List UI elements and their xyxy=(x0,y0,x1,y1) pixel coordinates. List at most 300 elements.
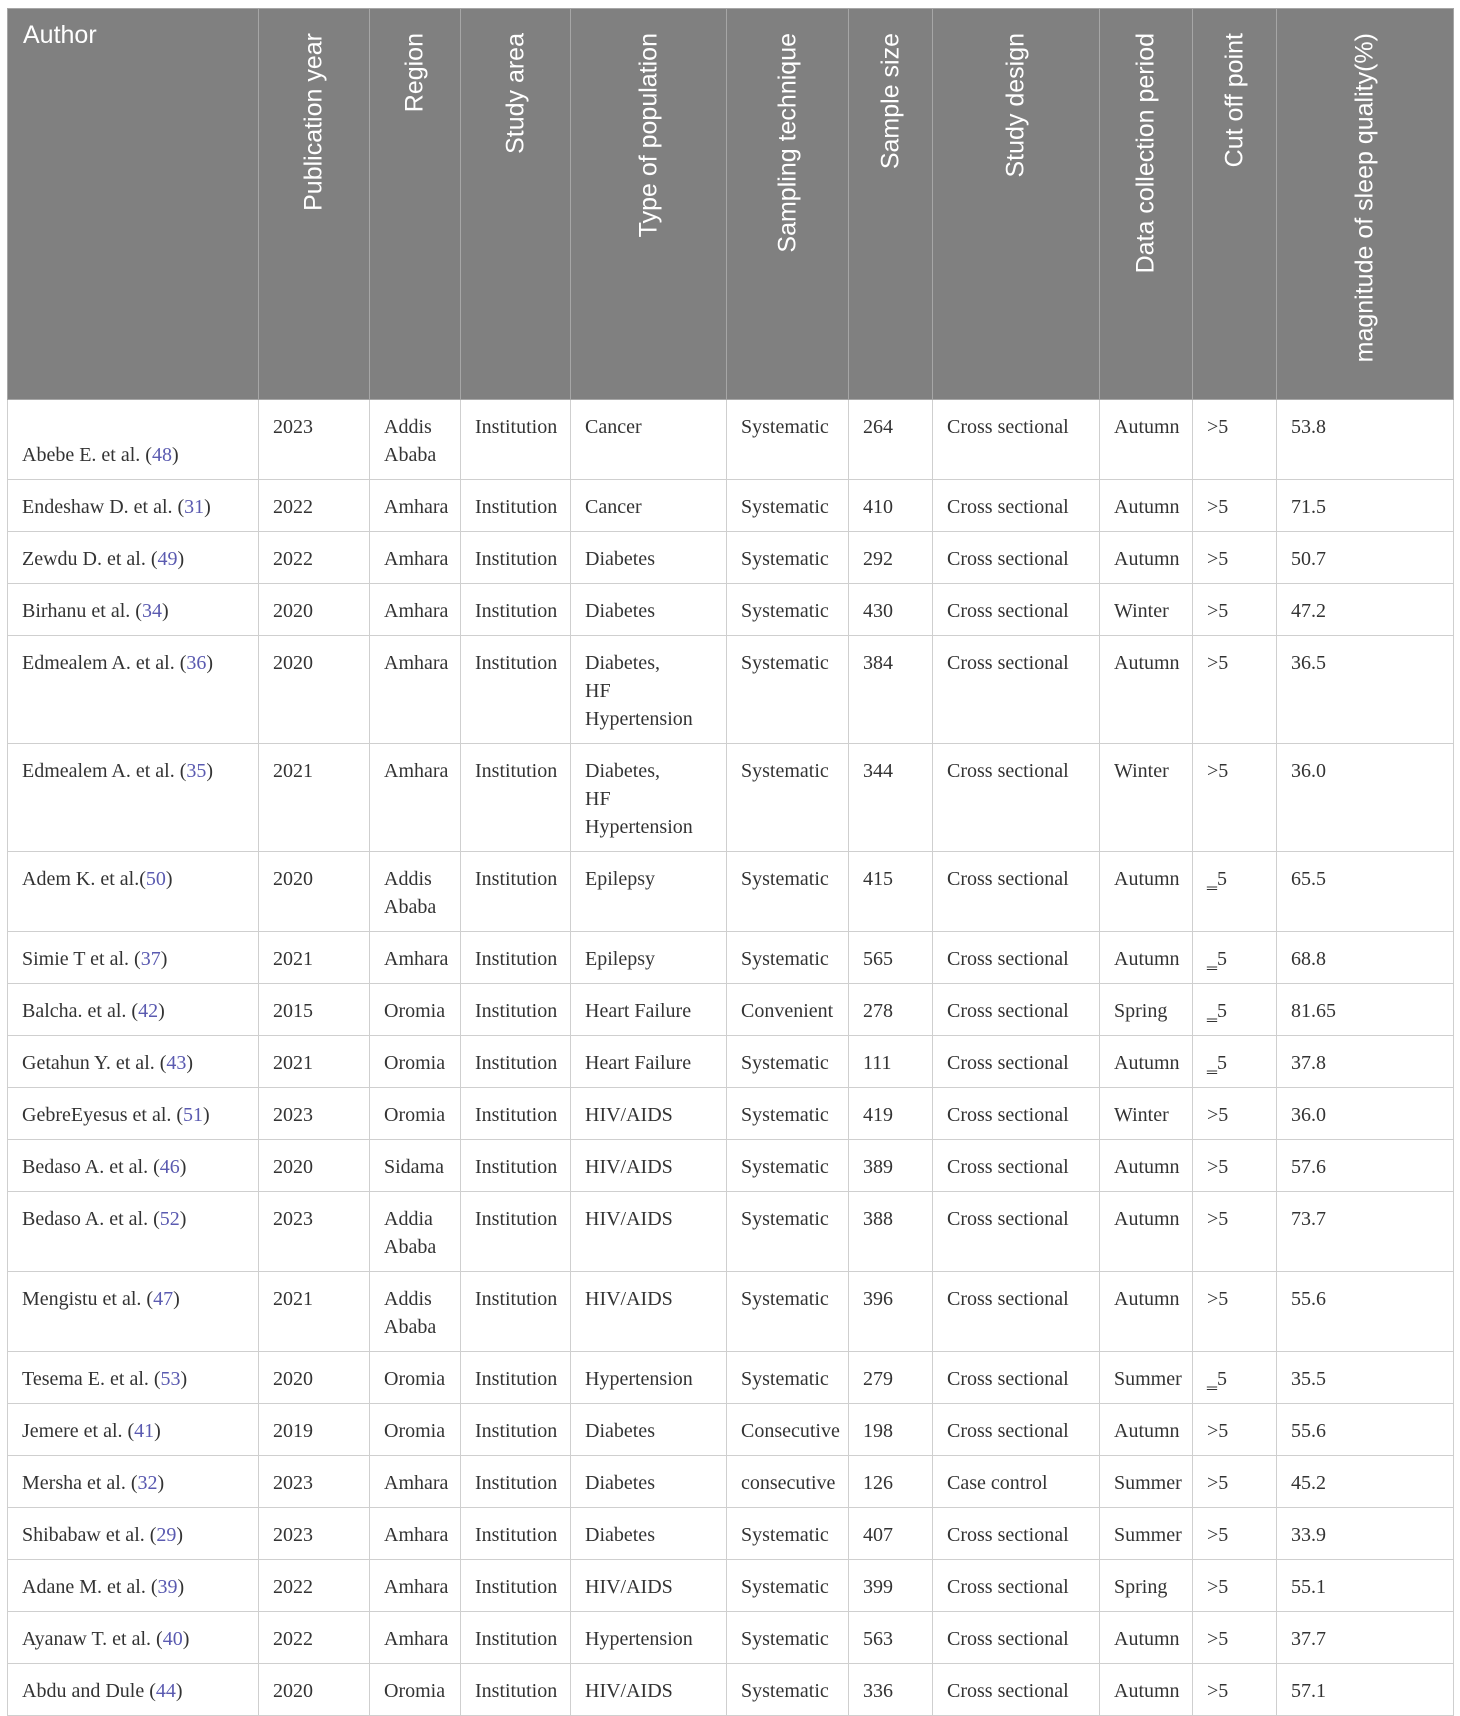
author-name: Jemere et al. ( xyxy=(22,1420,135,1442)
design-cell: Cross sectional xyxy=(933,1508,1100,1560)
cutoff-cell: >5 xyxy=(1193,480,1277,532)
year-cell: 2023 xyxy=(259,1456,370,1508)
author-close: ) xyxy=(173,1288,180,1310)
author-name: Mengistu et al. ( xyxy=(22,1288,154,1310)
population-cell: Diabetes xyxy=(571,1456,727,1508)
cutoff-cell: ‗5 xyxy=(1193,852,1277,932)
design-cell: Cross sectional xyxy=(933,480,1100,532)
year-cell: 2023 xyxy=(259,1088,370,1140)
sampling-cell: Systematic xyxy=(727,852,849,932)
column-header-label: Type of population xyxy=(634,33,662,238)
table-row xyxy=(8,1272,1454,1352)
magnitude-cell: 37.7 xyxy=(1277,1612,1454,1664)
design-cell: Case control xyxy=(933,1456,1100,1508)
sampling-cell: consecutive xyxy=(727,1456,849,1508)
area-cell: Institution xyxy=(461,1192,571,1272)
size-cell: 563 xyxy=(849,1612,933,1664)
area-cell: Institution xyxy=(461,1456,571,1508)
size-cell: 264 xyxy=(849,400,933,480)
size-cell: 344 xyxy=(849,744,933,852)
sampling-cell: Systematic xyxy=(727,480,849,532)
size-cell: 430 xyxy=(849,584,933,636)
region-cell: Amhara xyxy=(370,744,461,852)
sampling-cell: Convenient xyxy=(727,984,849,1036)
magnitude-cell: 45.2 xyxy=(1277,1456,1454,1508)
author-name: Balcha. et al. ( xyxy=(22,1000,139,1022)
area-cell: Institution xyxy=(461,1140,571,1192)
table-row xyxy=(8,932,1454,984)
author-close: ) xyxy=(154,1420,161,1442)
author-close: ) xyxy=(203,1104,210,1126)
author-close: ) xyxy=(165,868,173,890)
author-name: Shibabaw et al. ( xyxy=(22,1524,157,1546)
size-cell: 419 xyxy=(849,1088,933,1140)
population-cell: Diabetes, HF Hypertension xyxy=(571,636,727,744)
sampling-cell: Systematic xyxy=(727,400,849,480)
reference-link[interactable]: 35 xyxy=(186,760,207,782)
size-cell: 384 xyxy=(849,636,933,744)
cutoff-cell: ‗5 xyxy=(1193,1036,1277,1088)
sampling-cell: Systematic xyxy=(727,532,849,584)
author-close: ) xyxy=(171,444,179,466)
design-cell: Cross sectional xyxy=(933,1036,1100,1088)
author-name: Abebe E. et al. ( xyxy=(22,444,152,466)
region-cell: Amhara xyxy=(370,1456,461,1508)
author-cell xyxy=(8,852,259,932)
size-cell: 396 xyxy=(849,1272,933,1352)
population-cell: Cancer xyxy=(571,480,727,532)
author-cell xyxy=(8,584,259,636)
cutoff-cell: >5 xyxy=(1193,1272,1277,1352)
cutoff-cell: ‗5 xyxy=(1193,932,1277,984)
author-name: Bedaso A. et al. ( xyxy=(22,1156,160,1178)
year-cell: 2020 xyxy=(259,1140,370,1192)
reference-link[interactable]: 51 xyxy=(183,1104,204,1126)
region-cell: Amhara xyxy=(370,636,461,744)
size-cell: 279 xyxy=(849,1352,933,1404)
period-cell: Summer xyxy=(1100,1456,1193,1508)
column-header-10 xyxy=(1277,9,1454,400)
table-row xyxy=(8,984,1454,1036)
cutoff-cell: >5 xyxy=(1193,1404,1277,1456)
author-name: Getahun Y. et al. ( xyxy=(22,1052,167,1074)
column-header-label: Study area xyxy=(501,33,529,154)
year-cell: 2021 xyxy=(259,932,370,984)
author-close: ) xyxy=(179,1156,187,1178)
region-cell: Addia Ababa xyxy=(370,1192,461,1272)
magnitude-cell: 65.5 xyxy=(1277,852,1454,932)
magnitude-cell: 36.0 xyxy=(1277,744,1454,852)
region-cell: Oromia xyxy=(370,1088,461,1140)
author-cell xyxy=(8,984,259,1036)
sampling-cell: Systematic xyxy=(727,1088,849,1140)
year-cell: 2021 xyxy=(259,744,370,852)
size-cell: 407 xyxy=(849,1508,933,1560)
reference-link[interactable]: 29 xyxy=(156,1524,177,1546)
period-cell: Autumn xyxy=(1100,400,1193,480)
column-header-label: Sample size xyxy=(876,33,904,170)
size-cell: 111 xyxy=(849,1036,933,1088)
population-cell: Hypertension xyxy=(571,1612,727,1664)
author-cell xyxy=(8,480,259,532)
period-cell: Autumn xyxy=(1100,636,1193,744)
reference-link[interactable]: 43 xyxy=(166,1052,187,1074)
author-cell xyxy=(8,1404,259,1456)
magnitude-cell: 71.5 xyxy=(1277,480,1454,532)
design-cell: Cross sectional xyxy=(933,636,1100,744)
cutoff-cell: >5 xyxy=(1193,1612,1277,1664)
area-cell: Institution xyxy=(461,1612,571,1664)
magnitude-cell: 57.1 xyxy=(1277,1664,1454,1716)
reference-link[interactable]: 40 xyxy=(162,1628,183,1650)
cutoff-cell: >5 xyxy=(1193,400,1277,480)
area-cell: Institution xyxy=(461,1404,571,1456)
author-close: ) xyxy=(182,1628,190,1650)
author-name: Endeshaw D. et al. ( xyxy=(22,496,185,518)
region-cell: Amhara xyxy=(370,1612,461,1664)
region-cell: Addis Ababa xyxy=(370,852,461,932)
author-close: ) xyxy=(161,600,169,622)
year-cell: 2022 xyxy=(259,532,370,584)
sampling-cell: Systematic xyxy=(727,636,849,744)
magnitude-cell: 55.6 xyxy=(1277,1272,1454,1352)
column-header-7 xyxy=(933,9,1100,400)
year-cell: 2022 xyxy=(259,1612,370,1664)
design-cell: Cross sectional xyxy=(933,744,1100,852)
design-cell: Cross sectional xyxy=(933,532,1100,584)
table-row xyxy=(8,744,1454,852)
reference-link[interactable]: 44 xyxy=(155,1680,176,1702)
magnitude-cell: 53.8 xyxy=(1277,400,1454,480)
column-header-label: Author xyxy=(23,21,97,49)
area-cell: Institution xyxy=(461,984,571,1036)
population-cell: Diabetes xyxy=(571,584,727,636)
author-name: Edmealem A. et al. ( xyxy=(22,760,187,782)
period-cell: Winter xyxy=(1100,1088,1193,1140)
sampling-cell: Systematic xyxy=(727,1664,849,1716)
table-row xyxy=(8,852,1454,932)
region-cell: Oromia xyxy=(370,1664,461,1716)
region-cell: Amhara xyxy=(370,532,461,584)
author-close: ) xyxy=(204,496,211,518)
region-cell: Oromia xyxy=(370,1036,461,1088)
period-cell: Winter xyxy=(1100,744,1193,852)
area-cell: Institution xyxy=(461,852,571,932)
reference-link[interactable]: 36 xyxy=(186,652,207,674)
period-cell: Winter xyxy=(1100,584,1193,636)
design-cell: Cross sectional xyxy=(933,1560,1100,1612)
population-cell: Heart Failure xyxy=(571,984,727,1036)
cutoff-cell: >5 xyxy=(1193,1456,1277,1508)
population-cell: Epilepsy xyxy=(571,932,727,984)
period-cell: Autumn xyxy=(1100,852,1193,932)
year-cell: 2023 xyxy=(259,1508,370,1560)
table-row xyxy=(8,1456,1454,1508)
author-cell xyxy=(8,1140,259,1192)
column-header-1 xyxy=(259,9,370,400)
cutoff-cell: >5 xyxy=(1193,1508,1277,1560)
column-header-4 xyxy=(571,9,727,400)
table-row xyxy=(8,636,1454,744)
author-name: Simie T et al. ( xyxy=(22,948,141,970)
period-cell: Autumn xyxy=(1100,480,1193,532)
sampling-cell: Systematic xyxy=(727,1560,849,1612)
region-cell: Amhara xyxy=(370,1508,461,1560)
population-cell: HIV/AIDS xyxy=(571,1664,727,1716)
design-cell: Cross sectional xyxy=(933,1272,1100,1352)
size-cell: 565 xyxy=(849,932,933,984)
magnitude-cell: 47.2 xyxy=(1277,584,1454,636)
year-cell: 2020 xyxy=(259,1352,370,1404)
population-cell: HIV/AIDS xyxy=(571,1560,727,1612)
author-close: ) xyxy=(175,1680,183,1702)
sampling-cell: Systematic xyxy=(727,1036,849,1088)
year-cell: 2021 xyxy=(259,1272,370,1352)
population-cell: Diabetes xyxy=(571,532,727,584)
column-header-0 xyxy=(8,9,259,400)
author-cell xyxy=(8,1352,259,1404)
column-header-label: Data collection period xyxy=(1131,33,1160,274)
author-close: ) xyxy=(160,948,168,970)
design-cell: Cross sectional xyxy=(933,1664,1100,1716)
sampling-cell: Consecutive xyxy=(727,1404,849,1456)
area-cell: Institution xyxy=(461,1560,571,1612)
region-cell: Amhara xyxy=(370,584,461,636)
reference-link[interactable]: 34 xyxy=(141,600,162,622)
population-cell: HIV/AIDS xyxy=(571,1140,727,1192)
magnitude-cell: 57.6 xyxy=(1277,1140,1454,1192)
year-cell: 2020 xyxy=(259,852,370,932)
column-header-5 xyxy=(727,9,849,400)
year-cell: 2022 xyxy=(259,1560,370,1612)
reference-link[interactable]: 46 xyxy=(159,1156,180,1178)
column-header-label: Publication year xyxy=(299,33,328,211)
cutoff-cell: >5 xyxy=(1193,744,1277,852)
column-header-label: magnitude of sleep quality(%) xyxy=(1350,33,1379,363)
reference-link[interactable]: 47 xyxy=(153,1288,174,1310)
design-cell: Cross sectional xyxy=(933,1140,1100,1192)
size-cell: 388 xyxy=(849,1192,933,1272)
author-cell xyxy=(8,1192,259,1272)
period-cell: Summer xyxy=(1100,1508,1193,1560)
population-cell: HIV/AIDS xyxy=(571,1088,727,1140)
year-cell: 2019 xyxy=(259,1404,370,1456)
author-name: Abdu and Dule ( xyxy=(22,1680,156,1702)
table-row xyxy=(8,1192,1454,1272)
area-cell: Institution xyxy=(461,1664,571,1716)
size-cell: 389 xyxy=(849,1140,933,1192)
reference-link[interactable]: 31 xyxy=(184,496,205,518)
cutoff-cell: ‗5 xyxy=(1193,1352,1277,1404)
author-close: ) xyxy=(180,1368,188,1390)
period-cell: Spring xyxy=(1100,984,1193,1036)
author-close: ) xyxy=(179,1208,187,1230)
magnitude-cell: 37.8 xyxy=(1277,1036,1454,1088)
year-cell: 2020 xyxy=(259,636,370,744)
table-row xyxy=(8,1612,1454,1664)
design-cell: Cross sectional xyxy=(933,400,1100,480)
region-cell: Amhara xyxy=(370,932,461,984)
reference-link[interactable]: 41 xyxy=(134,1420,155,1442)
size-cell: 415 xyxy=(849,852,933,932)
author-cell xyxy=(8,532,259,584)
column-header-9 xyxy=(1193,9,1277,400)
table-row xyxy=(8,1404,1454,1456)
author-close: ) xyxy=(186,1052,194,1074)
reference-link[interactable]: 32 xyxy=(137,1472,158,1494)
column-header-3 xyxy=(461,9,571,400)
author-cell xyxy=(8,636,259,744)
region-cell: Addis Ababa xyxy=(370,1272,461,1352)
design-cell: Cross sectional xyxy=(933,1192,1100,1272)
author-name: GebreEyesus et al. ( xyxy=(22,1104,184,1126)
magnitude-cell: 55.1 xyxy=(1277,1560,1454,1612)
design-cell: Cross sectional xyxy=(933,1612,1100,1664)
magnitude-cell: 36.5 xyxy=(1277,636,1454,744)
sampling-cell: Systematic xyxy=(727,1140,849,1192)
period-cell: Autumn xyxy=(1100,532,1193,584)
period-cell: Autumn xyxy=(1100,1612,1193,1664)
magnitude-cell: 33.9 xyxy=(1277,1508,1454,1560)
column-header-6 xyxy=(849,9,933,400)
studies-table xyxy=(7,8,1454,1716)
author-name: Ayanaw T. et al. ( xyxy=(22,1628,163,1650)
author-close: ) xyxy=(176,1524,184,1546)
author-cell xyxy=(8,1664,259,1716)
design-cell: Cross sectional xyxy=(933,1404,1100,1456)
column-header-label: Cut off point xyxy=(1220,33,1248,168)
cutoff-cell: ‗5 xyxy=(1193,984,1277,1036)
design-cell: Cross sectional xyxy=(933,1088,1100,1140)
size-cell: 399 xyxy=(849,1560,933,1612)
region-cell: Oromia xyxy=(370,1404,461,1456)
author-name: Edmealem A. et al. ( xyxy=(22,652,187,674)
area-cell: Institution xyxy=(461,480,571,532)
sampling-cell: Systematic xyxy=(727,744,849,852)
header-row xyxy=(8,9,1454,400)
area-cell: Institution xyxy=(461,932,571,984)
author-cell xyxy=(8,1612,259,1664)
region-cell: Oromia xyxy=(370,984,461,1036)
population-cell: Diabetes xyxy=(571,1508,727,1560)
cutoff-cell: >5 xyxy=(1193,1088,1277,1140)
column-header-label: Study design xyxy=(1001,33,1030,178)
area-cell: Institution xyxy=(461,532,571,584)
sampling-cell: Systematic xyxy=(727,1352,849,1404)
size-cell: 292 xyxy=(849,532,933,584)
size-cell: 410 xyxy=(849,480,933,532)
magnitude-cell: 50.7 xyxy=(1277,532,1454,584)
period-cell: Autumn xyxy=(1100,1404,1193,1456)
reference-link[interactable]: 39 xyxy=(157,1576,178,1598)
reference-link[interactable]: 48 xyxy=(151,444,172,466)
area-cell: Institution xyxy=(461,1272,571,1352)
sampling-cell: Systematic xyxy=(727,1612,849,1664)
author-name: Mersha et al. ( xyxy=(22,1472,138,1494)
table-row xyxy=(8,1352,1454,1404)
population-cell: Cancer xyxy=(571,400,727,480)
author-name: Adem K. et al.( xyxy=(22,868,146,890)
cutoff-cell: >5 xyxy=(1193,532,1277,584)
year-cell: 2022 xyxy=(259,480,370,532)
author-cell xyxy=(8,744,259,852)
author-cell xyxy=(8,1036,259,1088)
author-name: Zewdu D. et al. ( xyxy=(22,548,158,570)
cutoff-cell: >5 xyxy=(1193,1192,1277,1272)
population-cell: Epilepsy xyxy=(571,852,727,932)
design-cell: Cross sectional xyxy=(933,584,1100,636)
period-cell: Summer xyxy=(1100,1352,1193,1404)
author-cell xyxy=(8,1088,259,1140)
reference-link[interactable]: 52 xyxy=(159,1208,180,1230)
author-cell xyxy=(8,400,259,480)
period-cell: Autumn xyxy=(1100,1036,1193,1088)
area-cell: Institution xyxy=(461,400,571,480)
population-cell: HIV/AIDS xyxy=(571,1192,727,1272)
magnitude-cell: 55.6 xyxy=(1277,1404,1454,1456)
author-cell xyxy=(8,1560,259,1612)
size-cell: 126 xyxy=(849,1456,933,1508)
table-row xyxy=(8,1664,1454,1716)
table-row xyxy=(8,532,1454,584)
reference-link[interactable]: 49 xyxy=(157,548,178,570)
author-close: ) xyxy=(206,652,214,674)
reference-link[interactable]: 50 xyxy=(145,868,166,890)
column-header-label: Region xyxy=(400,33,429,113)
period-cell: Autumn xyxy=(1100,1664,1193,1716)
area-cell: Institution xyxy=(461,1036,571,1088)
region-cell: Sidama xyxy=(370,1140,461,1192)
region-cell: Oromia xyxy=(370,1352,461,1404)
cutoff-cell: >5 xyxy=(1193,1560,1277,1612)
reference-link[interactable]: 42 xyxy=(138,1000,159,1022)
year-cell: 2020 xyxy=(259,1664,370,1716)
design-cell: Cross sectional xyxy=(933,932,1100,984)
author-close: ) xyxy=(157,1472,165,1494)
magnitude-cell: 68.8 xyxy=(1277,932,1454,984)
design-cell: Cross sectional xyxy=(933,984,1100,1036)
author-name: Adane M. et al. ( xyxy=(22,1576,158,1598)
region-cell: Amhara xyxy=(370,480,461,532)
area-cell: Institution xyxy=(461,584,571,636)
author-cell xyxy=(8,1272,259,1352)
period-cell: Autumn xyxy=(1100,1272,1193,1352)
sampling-cell: Systematic xyxy=(727,1508,849,1560)
author-cell xyxy=(8,1508,259,1560)
author-cell xyxy=(8,932,259,984)
year-cell: 2023 xyxy=(259,1192,370,1272)
table-row xyxy=(8,1140,1454,1192)
table-body xyxy=(8,400,1454,1716)
population-cell: Hypertension xyxy=(571,1352,727,1404)
sampling-cell: Systematic xyxy=(727,932,849,984)
region-cell: Addis Ababa xyxy=(370,400,461,480)
size-cell: 336 xyxy=(849,1664,933,1716)
table-row xyxy=(8,1508,1454,1560)
author-close: ) xyxy=(206,760,214,782)
year-cell: 2015 xyxy=(259,984,370,1036)
reference-link[interactable]: 37 xyxy=(140,948,161,970)
cutoff-cell: >5 xyxy=(1193,636,1277,744)
table-row xyxy=(8,1088,1454,1140)
reference-link[interactable]: 53 xyxy=(160,1368,181,1390)
cutoff-cell: >5 xyxy=(1193,1140,1277,1192)
sampling-cell: Systematic xyxy=(727,1192,849,1272)
table-row xyxy=(8,1560,1454,1612)
author-close: ) xyxy=(177,548,185,570)
design-cell: Cross sectional xyxy=(933,852,1100,932)
cutoff-cell: >5 xyxy=(1193,1664,1277,1716)
